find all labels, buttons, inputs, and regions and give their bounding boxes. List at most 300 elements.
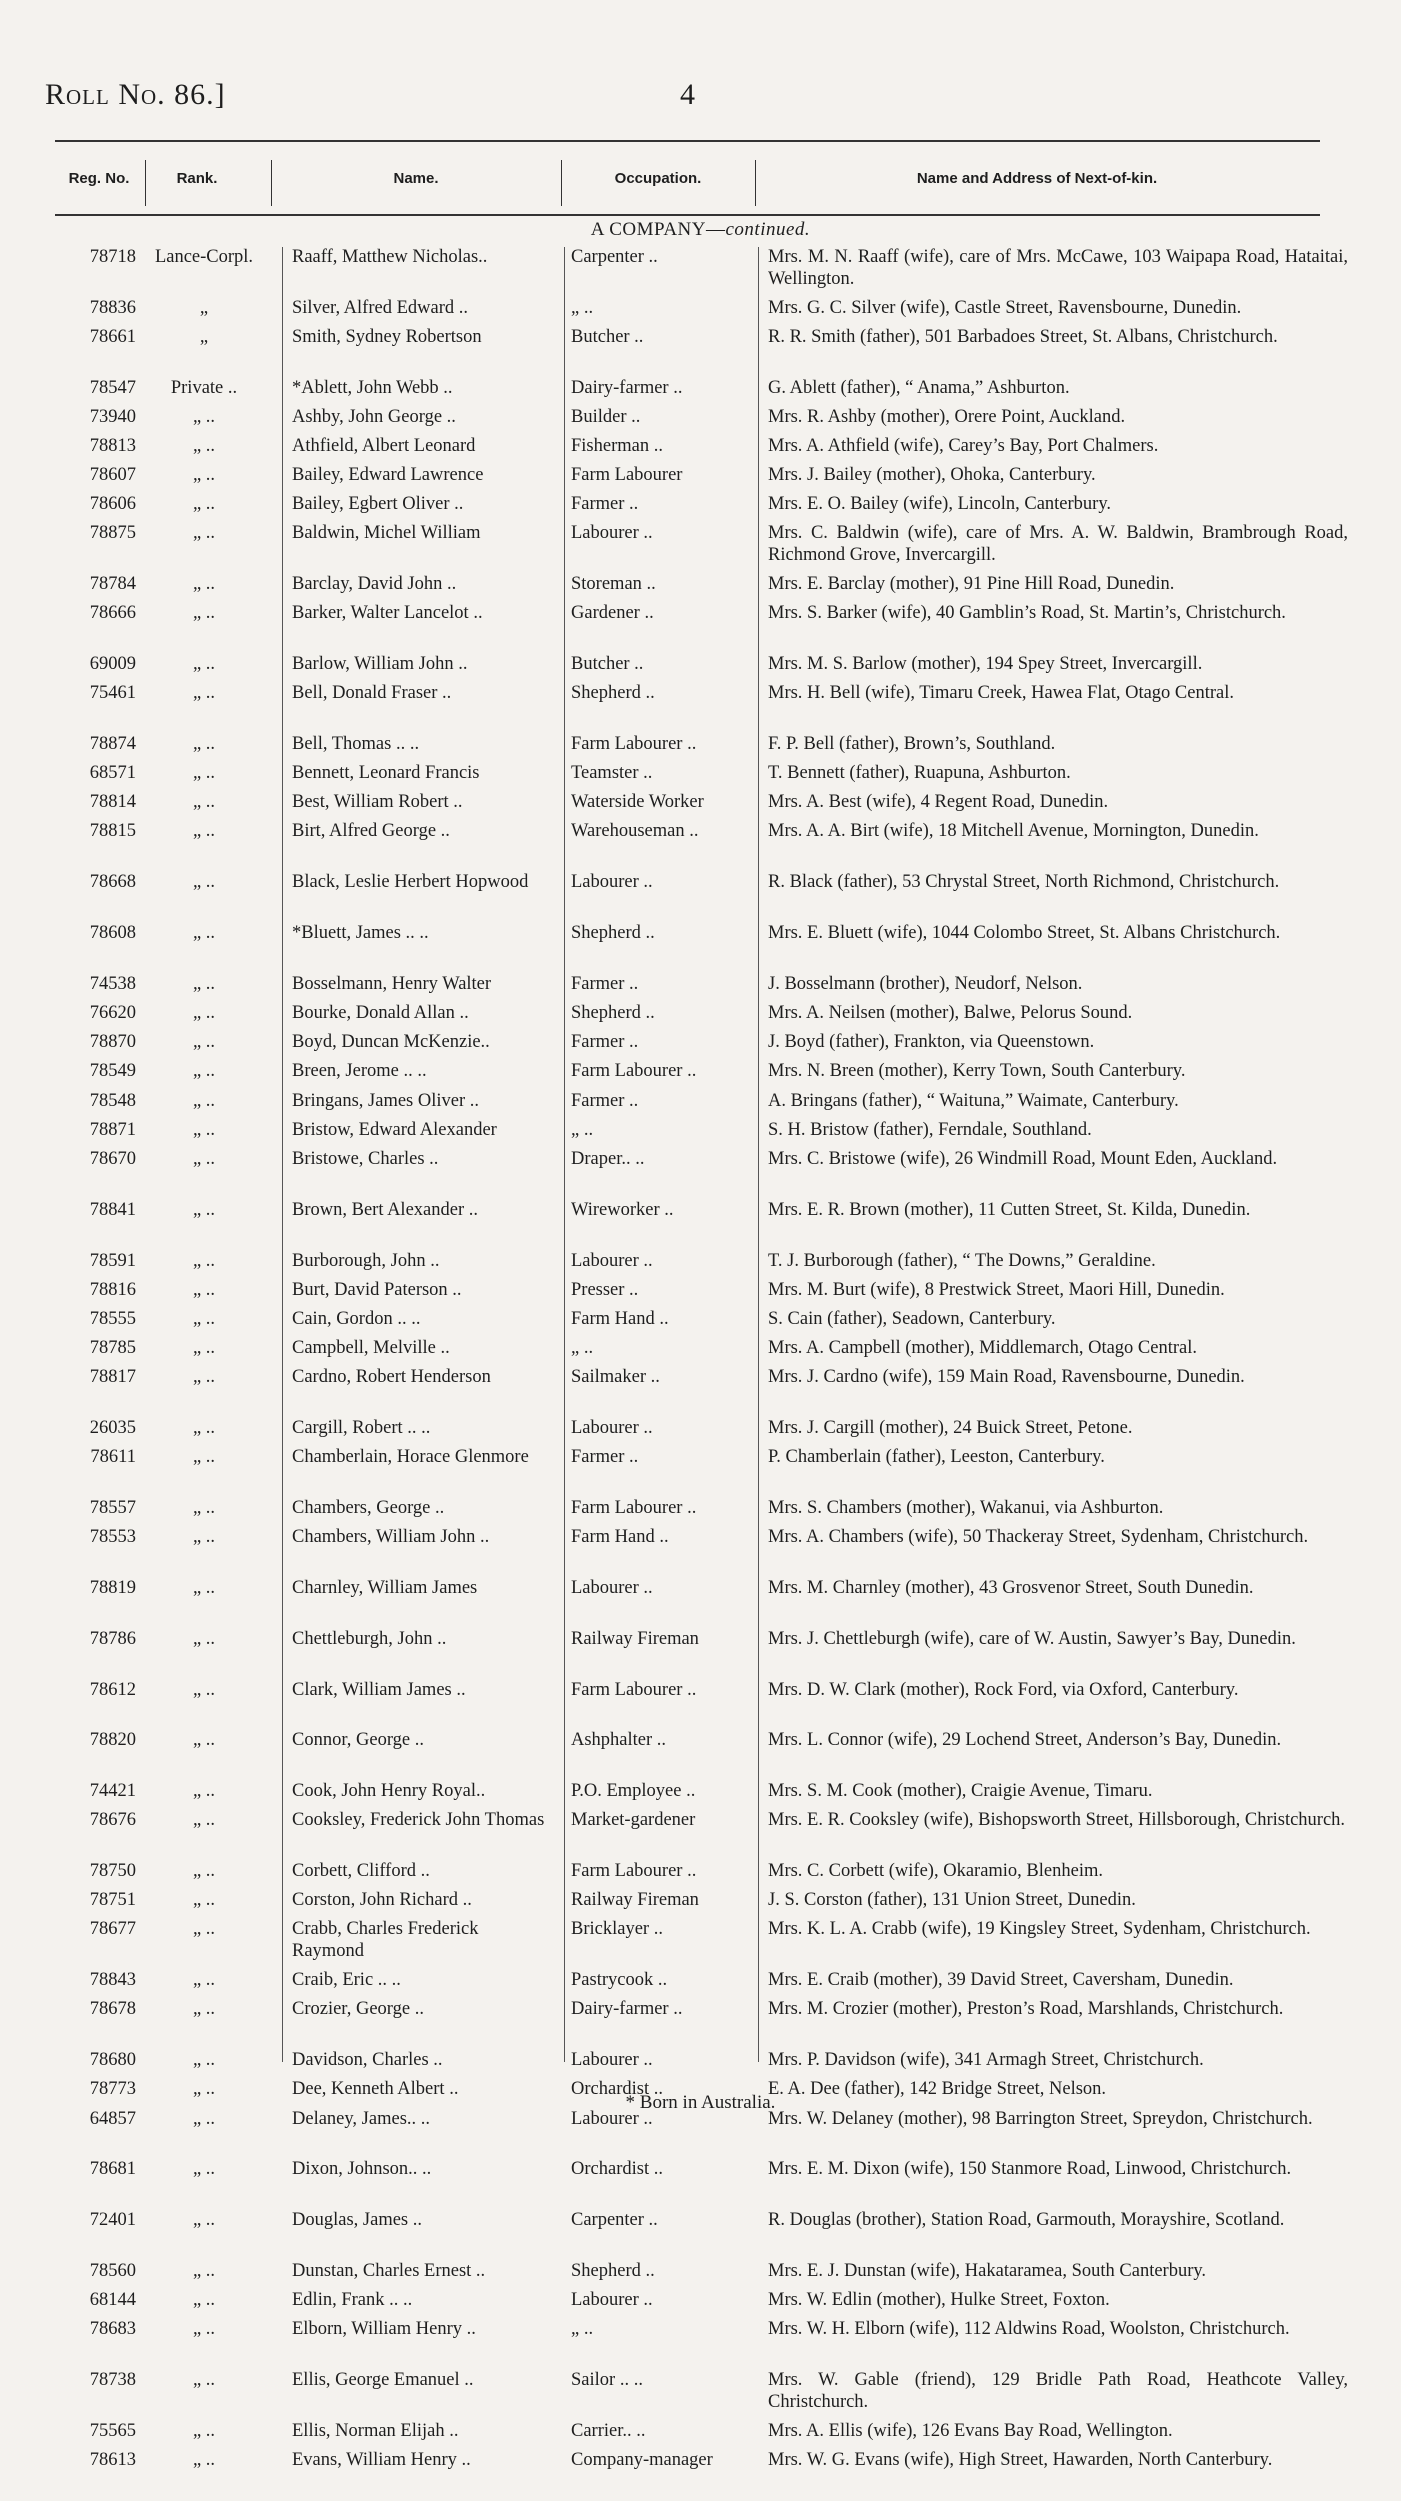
occupation: Ashphalter .. bbox=[571, 1730, 667, 1751]
soldier-name: Ellis, Norman Elijah .. bbox=[292, 2421, 459, 2442]
next-of-kin: Mrs. A. Ellis (wife), 126 Evans Bay Road, Wellington. bbox=[768, 2421, 1173, 2442]
table-row bbox=[0, 1781, 1401, 1810]
reg-number: 78841 bbox=[89, 1199, 136, 1220]
soldier-name: Baldwin, Michel William bbox=[292, 523, 481, 544]
next-of-kin: Mrs. E. Craib (mother), 39 David Street, Caversham, Dunedin. bbox=[768, 1970, 1234, 1991]
soldier-name: Elborn, William Henry .. bbox=[292, 2319, 476, 2340]
footnote: * Born in Australia. bbox=[625, 2092, 776, 2113]
next-of-kin: P. Chamberlain (father), Leeston, Canterbury. bbox=[768, 1446, 1105, 1467]
reg-number: 78676 bbox=[89, 1810, 136, 1831]
rank: „ .. bbox=[192, 1810, 216, 1831]
soldier-name: Davidson, Charles .. bbox=[292, 2050, 443, 2071]
reg-number: 75461 bbox=[89, 683, 136, 704]
rank: „ .. bbox=[192, 974, 216, 995]
table-row bbox=[0, 1418, 1401, 1447]
occupation: Orchardist .. bbox=[571, 2159, 663, 2180]
soldier-name: Barclay, David John .. bbox=[292, 574, 457, 595]
occupation: Carpenter .. bbox=[571, 247, 658, 267]
reg-number: 64857 bbox=[89, 2108, 136, 2129]
rank: „ .. bbox=[192, 2421, 216, 2442]
soldier-name: Ashby, John George .. bbox=[292, 406, 456, 427]
rank: Lance-Corpl. bbox=[154, 247, 254, 267]
rank: „ .. bbox=[192, 2108, 216, 2129]
reg-number: 68571 bbox=[89, 763, 136, 784]
reg-number: 78547 bbox=[89, 377, 136, 398]
soldier-name: Bringans, James Oliver .. bbox=[292, 1090, 480, 1111]
reg-number: 78678 bbox=[89, 1999, 136, 2020]
soldier-name: Ellis, George Emanuel .. bbox=[292, 2370, 474, 2391]
next-of-kin: Mrs. J. Cardno (wife), 159 Main Road, Ravensbourne, Dunedin. bbox=[768, 1366, 1245, 1387]
table-row bbox=[0, 2159, 1401, 2210]
next-of-kin: Mrs. E. Bluett (wife), 1044 Colombo Street, St. Albans Christchurch. bbox=[768, 923, 1281, 944]
reg-number: 78813 bbox=[89, 436, 136, 457]
rank: „ .. bbox=[192, 1526, 216, 1547]
rank: „ .. bbox=[192, 2290, 216, 2311]
reg-number: 78668 bbox=[89, 872, 136, 893]
rank: „ .. bbox=[192, 1417, 216, 1438]
rank: „ .. bbox=[192, 1337, 216, 1358]
occupation: Orchardist .. bbox=[571, 2079, 663, 2100]
reg-number: 75565 bbox=[89, 2421, 136, 2442]
rank: „ .. bbox=[192, 2261, 216, 2282]
rank: „ .. bbox=[192, 1250, 216, 1271]
reg-number: 78555 bbox=[89, 1308, 136, 1329]
rank: Private .. bbox=[170, 377, 238, 398]
soldier-name: Connor, George .. bbox=[292, 1730, 424, 1751]
reg-number: 26035 bbox=[89, 1417, 136, 1438]
rank: „ .. bbox=[192, 1119, 216, 1140]
occupation: Farm Hand .. bbox=[571, 1526, 669, 1547]
reg-number: 78750 bbox=[89, 1861, 136, 1882]
rank: „ .. bbox=[192, 465, 216, 486]
next-of-kin: Mrs. A. Athfield (wife), Carey’s Bay, Port Chalmers. bbox=[768, 436, 1159, 457]
table-row bbox=[0, 1061, 1401, 1090]
next-of-kin: Mrs. S. Chambers (mother), Wakanui, via Ashburton. bbox=[768, 1497, 1164, 1518]
occupation: Pastrycook .. bbox=[571, 1970, 668, 1991]
rank: „ .. bbox=[192, 406, 216, 427]
occupation: Shepherd .. bbox=[571, 2261, 655, 2282]
table-row bbox=[0, 734, 1401, 763]
next-of-kin: Mrs. C. Baldwin (wife), care of Mrs. A. W. Baldwin, Brambrough Road, Richmond Grove, Invercargill. bbox=[768, 523, 1348, 566]
reg-number: 78870 bbox=[89, 1032, 136, 1053]
next-of-kin: E. A. Dee (father), 142 Bridge Street, Nelson. bbox=[768, 2079, 1107, 2100]
reg-number: 78548 bbox=[89, 1090, 136, 1111]
soldier-name: Brown, Bert Alexander .. bbox=[292, 1199, 478, 1220]
occupation: Farm Labourer bbox=[571, 465, 683, 486]
reg-number: 78786 bbox=[89, 1628, 136, 1649]
occupation: „ .. bbox=[571, 297, 594, 318]
soldier-name: Cooksley, Frederick John Thomas bbox=[292, 1810, 545, 1831]
occupation: Farmer .. bbox=[571, 494, 639, 515]
reg-number: 78666 bbox=[89, 603, 136, 624]
occupation: Farm Labourer .. bbox=[571, 1497, 697, 1518]
rank: „ .. bbox=[192, 1199, 216, 1220]
rank: „ .. bbox=[192, 1032, 216, 1053]
rank: „ .. bbox=[192, 1308, 216, 1329]
soldier-name: Edlin, Frank .. .. bbox=[292, 2290, 413, 2311]
soldier-name: Bourke, Donald Allan .. bbox=[292, 1003, 469, 1024]
table-row bbox=[0, 1498, 1401, 1527]
reg-number: 78612 bbox=[89, 1679, 136, 1700]
occupation: Shepherd .. bbox=[571, 923, 655, 944]
next-of-kin: Mrs. J. Chettleburgh (wife), care of W. Austin, Sawyer’s Bay, Dunedin. bbox=[768, 1628, 1296, 1649]
occupation: „ .. bbox=[571, 1337, 594, 1358]
table-row bbox=[0, 1338, 1401, 1367]
occupation: Railway Fireman bbox=[571, 1628, 699, 1649]
soldier-name: Chettleburgh, John .. bbox=[292, 1628, 447, 1649]
reg-number: 78820 bbox=[89, 1730, 136, 1751]
occupation: Farm Labourer .. bbox=[571, 1861, 697, 1882]
occupation: Labourer .. bbox=[571, 2290, 653, 2311]
section-title-main: A COMPANY— bbox=[590, 219, 726, 240]
reg-number: 78670 bbox=[89, 1148, 136, 1169]
soldier-name: Best, William Robert .. bbox=[292, 792, 463, 813]
next-of-kin: Mrs. A. A. Birt (wife), 18 Mitchell Avenue, Mornington, Dunedin. bbox=[768, 821, 1259, 842]
next-of-kin: Mrs. W. Delaney (mother), 98 Barrington Street, Spreydon, Christchurch. bbox=[768, 2108, 1313, 2129]
next-of-kin: Mrs. G. C. Silver (wife), Castle Street, Ravensbourne, Dunedin. bbox=[768, 297, 1242, 318]
soldier-name: Delaney, James.. .. bbox=[292, 2108, 431, 2129]
reg-number: 68144 bbox=[89, 2290, 136, 2311]
table-row bbox=[0, 763, 1401, 792]
table-row bbox=[0, 603, 1401, 654]
reg-number: 78738 bbox=[89, 2370, 136, 2391]
rank: „ .. bbox=[192, 1366, 216, 1387]
reg-number: 78560 bbox=[89, 2261, 136, 2282]
soldier-name: Cook, John Henry Royal.. bbox=[292, 1781, 486, 1802]
next-of-kin: Mrs. R. Ashby (mother), Orere Point, Auckland. bbox=[768, 406, 1126, 427]
reg-number: 78815 bbox=[89, 821, 136, 842]
occupation: Shepherd .. bbox=[571, 1003, 655, 1024]
reg-number: 74538 bbox=[89, 974, 136, 995]
next-of-kin: Mrs. J. Bailey (mother), Ohoka, Canterbury. bbox=[768, 465, 1096, 486]
table-row bbox=[0, 1091, 1401, 1120]
reg-number: 78751 bbox=[89, 1890, 136, 1911]
next-of-kin: A. Bringans (father), “ Waituna,” Waimate, Canterbury. bbox=[768, 1090, 1179, 1111]
next-of-kin: Mrs. E. O. Bailey (wife), Lincoln, Canterbury. bbox=[768, 494, 1112, 515]
reg-number: 78875 bbox=[89, 523, 136, 544]
reg-number: 69009 bbox=[89, 654, 136, 675]
table-row bbox=[0, 2290, 1401, 2319]
occupation: Carrier.. .. bbox=[571, 2421, 646, 2442]
table-row bbox=[0, 1970, 1401, 1999]
rank: „ .. bbox=[192, 2079, 216, 2100]
soldier-name: Silver, Alfred Edward .. bbox=[292, 297, 468, 318]
table-row bbox=[0, 1367, 1401, 1418]
reg-number: 78611 bbox=[90, 1446, 136, 1467]
soldier-name: Craib, Eric .. .. bbox=[292, 1970, 401, 1991]
occupation: „ .. bbox=[571, 2319, 594, 2340]
soldier-name: Boyd, Duncan McKenzie.. bbox=[292, 1032, 490, 1053]
soldier-name: Dunstan, Charles Ernest .. bbox=[292, 2261, 486, 2282]
next-of-kin: Mrs. E. R. Brown (mother), 11 Cutten Street, St. Kilda, Dunedin. bbox=[768, 1199, 1251, 1220]
col-header-occupation: Occupation. bbox=[614, 169, 702, 187]
next-of-kin: R. Douglas (brother), Station Road, Garmouth, Morayshire, Scotland. bbox=[768, 2210, 1285, 2231]
col-header-rank: Rank. bbox=[176, 169, 218, 187]
occupation: Farmer .. bbox=[571, 1090, 639, 1111]
reg-number: 72401 bbox=[89, 2210, 136, 2231]
next-of-kin: Mrs. H. Bell (wife), Timaru Creek, Hawea Flat, Otago Central. bbox=[768, 683, 1235, 704]
table-row bbox=[0, 1200, 1401, 1251]
occupation: Waterside Worker bbox=[571, 792, 704, 813]
occupation: Labourer .. bbox=[571, 1250, 653, 1271]
next-of-kin: S. Cain (father), Seadown, Canterbury. bbox=[768, 1308, 1056, 1329]
next-of-kin: R. Black (father), 53 Chrystal Street, North Richmond, Christchurch. bbox=[768, 872, 1280, 893]
table-row bbox=[0, 2421, 1401, 2450]
occupation: Fisherman .. bbox=[571, 436, 663, 457]
occupation: Wireworker .. bbox=[571, 1199, 674, 1220]
soldier-name: Bristow, Edward Alexander bbox=[292, 1119, 497, 1140]
soldier-name: Athfield, Albert Leonard bbox=[292, 436, 476, 457]
next-of-kin: Mrs. A. Neilsen (mother), Balwe, Pelorus Sound. bbox=[768, 1003, 1133, 1024]
rank: „ .. bbox=[192, 1003, 216, 1024]
occupation: Labourer .. bbox=[571, 523, 653, 544]
rank: „ .. bbox=[192, 436, 216, 457]
occupation: Farm Labourer .. bbox=[571, 1679, 697, 1700]
soldier-name: Cain, Gordon .. .. bbox=[292, 1308, 421, 1329]
reg-number: 78871 bbox=[89, 1119, 136, 1140]
section-title bbox=[0, 219, 1401, 241]
reg-number: 78683 bbox=[89, 2319, 136, 2340]
next-of-kin: Mrs. W. Edlin (mother), Hulke Street, Foxton. bbox=[768, 2290, 1110, 2311]
soldier-name: Bell, Donald Fraser .. bbox=[292, 683, 452, 704]
next-of-kin: Mrs. M. Burt (wife), 8 Prestwick Street, Maori Hill, Dunedin. bbox=[768, 1279, 1225, 1300]
next-of-kin: J. Boyd (father), Frankton, via Queenstown. bbox=[768, 1032, 1095, 1053]
table-row bbox=[0, 1309, 1401, 1338]
next-of-kin: Mrs. A. Chambers (wife), 50 Thackeray Street, Sydenham, Christchurch. bbox=[768, 1526, 1309, 1547]
table-row bbox=[0, 2450, 1401, 2501]
reg-number: 78817 bbox=[89, 1366, 136, 1387]
table-row bbox=[0, 1447, 1401, 1498]
soldier-name: Bennett, Leonard Francis bbox=[292, 763, 480, 784]
next-of-kin: Mrs. E. R. Cooksley (wife), Bishopsworth Street, Hillsborough, Christchurch. bbox=[768, 1810, 1346, 1831]
soldier-name: Campbell, Melville .. bbox=[292, 1337, 450, 1358]
page-number: 4 bbox=[680, 78, 695, 111]
occupation: Sailmaker .. bbox=[571, 1366, 660, 1387]
occupation: „ .. bbox=[571, 1119, 594, 1140]
next-of-kin: Mrs. S. Barker (wife), 40 Gamblin’s Road, St. Martin’s, Christchurch. bbox=[768, 603, 1286, 624]
table-row bbox=[0, 923, 1401, 974]
occupation: Labourer .. bbox=[571, 1417, 653, 1438]
reg-number: 78553 bbox=[89, 1526, 136, 1547]
next-of-kin: Mrs. L. Connor (wife), 29 Lochend Street, Anderson’s Bay, Dunedin. bbox=[768, 1730, 1282, 1751]
soldier-name: Bailey, Egbert Oliver .. bbox=[292, 494, 464, 515]
soldier-name: Dee, Kenneth Albert .. bbox=[292, 2079, 459, 2100]
table-row bbox=[0, 792, 1401, 821]
table-row bbox=[0, 2319, 1401, 2370]
rank: „ .. bbox=[192, 1061, 216, 1082]
table-row bbox=[0, 1810, 1401, 1861]
reg-number: 78816 bbox=[89, 1279, 136, 1300]
table-row bbox=[0, 465, 1401, 494]
soldier-name: Crozier, George .. bbox=[292, 1999, 424, 2020]
reg-number: 78613 bbox=[89, 2450, 136, 2471]
rank: „ .. bbox=[192, 2210, 216, 2231]
table-header bbox=[55, 140, 1320, 216]
soldier-name: Raaff, Matthew Nicholas.. bbox=[292, 247, 488, 267]
soldier-name: Evans, William Henry .. bbox=[292, 2450, 471, 2471]
table-row bbox=[0, 407, 1401, 436]
table-row bbox=[0, 1999, 1401, 2050]
rank: „ .. bbox=[192, 872, 216, 893]
col-header-next-of-kin: Name and Address of Next-of-kin. bbox=[916, 169, 1158, 187]
occupation: Railway Fireman bbox=[571, 1890, 699, 1911]
soldier-name: Clark, William James .. bbox=[292, 1679, 466, 1700]
reg-number: 78718 bbox=[89, 247, 136, 267]
next-of-kin: Mrs. M. Crozier (mother), Preston’s Road, Marshlands, Christchurch. bbox=[768, 1999, 1284, 2020]
occupation: Labourer .. bbox=[571, 2108, 653, 2129]
next-of-kin: T. Bennett (father), Ruapuna, Ashburton. bbox=[768, 763, 1071, 784]
rank: „ .. bbox=[192, 2050, 216, 2071]
table-row bbox=[0, 1120, 1401, 1149]
occupation: Farm Labourer .. bbox=[571, 734, 697, 755]
occupation: Gardener .. bbox=[571, 603, 654, 624]
rank: „ .. bbox=[192, 763, 216, 784]
rank: „ .. bbox=[192, 821, 216, 842]
occupation: Warehouseman .. bbox=[571, 821, 699, 842]
table-row bbox=[0, 1680, 1401, 1731]
rank: „ .. bbox=[192, 1970, 216, 1991]
rank: „ .. bbox=[192, 683, 216, 704]
next-of-kin: J. S. Corston (father), 131 Union Street, Dunedin. bbox=[768, 1890, 1136, 1911]
next-of-kin: Mrs. M. S. Barlow (mother), 194 Spey Street, Invercargill. bbox=[768, 654, 1203, 675]
table-row bbox=[0, 2261, 1401, 2290]
roll-title: Roll No. 86.] bbox=[45, 78, 226, 111]
next-of-kin: Mrs. W. G. Evans (wife), High Street, Hawarden, North Canterbury. bbox=[768, 2450, 1273, 2471]
soldier-name: Smith, Sydney Robertson bbox=[292, 326, 482, 347]
reg-number: 78819 bbox=[89, 1577, 136, 1598]
table-row bbox=[0, 2370, 1401, 2421]
reg-number: 78843 bbox=[89, 1970, 136, 1991]
rank: „ .. bbox=[192, 1279, 216, 1300]
rank: „ .. bbox=[192, 1679, 216, 1700]
rank: „ .. bbox=[192, 494, 216, 515]
rank: „ .. bbox=[192, 1628, 216, 1649]
occupation: Butcher .. bbox=[571, 326, 644, 347]
rank: „ bbox=[199, 297, 209, 318]
next-of-kin: S. H. Bristow (father), Ferndale, Southland. bbox=[768, 1119, 1092, 1140]
next-of-kin: G. Ablett (father), “ Anama,” Ashburton. bbox=[768, 377, 1070, 398]
table-row bbox=[0, 2109, 1401, 2160]
reg-number: 78784 bbox=[89, 574, 136, 595]
reg-number: 78591 bbox=[89, 1250, 136, 1271]
reg-number: 78773 bbox=[89, 2079, 136, 2100]
reg-number: 78607 bbox=[89, 465, 136, 486]
next-of-kin: Mrs. C. Corbett (wife), Okaramio, Blenheim. bbox=[768, 1861, 1103, 1882]
soldier-name: Crabb, Charles Frederick Raymond bbox=[292, 1919, 479, 1962]
soldier-name: Dixon, Johnson.. .. bbox=[292, 2159, 432, 2180]
soldier-name: Cardno, Robert Henderson bbox=[292, 1366, 491, 1387]
occupation: Farmer .. bbox=[571, 1446, 639, 1467]
rank: „ .. bbox=[192, 792, 216, 813]
table-row bbox=[0, 574, 1401, 603]
rank: „ .. bbox=[192, 1446, 216, 1467]
soldier-name: Chambers, George .. bbox=[292, 1497, 445, 1518]
rank: „ bbox=[199, 326, 209, 347]
reg-number: 78836 bbox=[89, 297, 136, 318]
table-row bbox=[0, 1149, 1401, 1200]
rank: „ .. bbox=[192, 2450, 216, 2471]
roll-table-body bbox=[0, 247, 1401, 2501]
next-of-kin: Mrs. E. J. Dunstan (wife), Hakataramea, South Canterbury. bbox=[768, 2261, 1207, 2282]
next-of-kin: Mrs. J. Cargill (mother), 24 Buick Street, Petone. bbox=[768, 1417, 1133, 1438]
table-row bbox=[0, 1730, 1401, 1781]
rank: „ .. bbox=[192, 1919, 216, 1940]
soldier-name: Bell, Thomas .. .. bbox=[292, 734, 420, 755]
soldier-name: Chamberlain, Horace Glenmore bbox=[292, 1446, 529, 1467]
soldier-name: *Ablett, John Webb .. bbox=[292, 377, 453, 398]
table-row bbox=[0, 683, 1401, 734]
occupation: Bricklayer .. bbox=[571, 1919, 663, 1940]
reg-number: 78606 bbox=[89, 494, 136, 515]
reg-number: 78680 bbox=[89, 2050, 136, 2071]
reg-number: 78661 bbox=[89, 326, 136, 347]
table-row bbox=[0, 247, 1401, 298]
occupation: Farmer .. bbox=[571, 1032, 639, 1053]
next-of-kin: Mrs. W. H. Elborn (wife), 112 Aldwins Road, Woolston, Christchurch. bbox=[768, 2319, 1290, 2340]
rank: „ .. bbox=[192, 1577, 216, 1598]
rank: „ .. bbox=[192, 2319, 216, 2340]
next-of-kin: Mrs. E. M. Dixon (wife), 150 Stanmore Road, Linwood, Christchurch. bbox=[768, 2159, 1292, 2180]
occupation: Farmer .. bbox=[571, 974, 639, 995]
occupation: Shepherd .. bbox=[571, 683, 655, 704]
rank: „ .. bbox=[192, 2370, 216, 2391]
occupation: Labourer .. bbox=[571, 2050, 653, 2071]
rank: „ .. bbox=[192, 1781, 216, 1802]
reg-number: 78549 bbox=[89, 1061, 136, 1082]
soldier-name: Burborough, John .. bbox=[292, 1250, 440, 1271]
table-row bbox=[0, 1251, 1401, 1280]
soldier-name: Bosselmann, Henry Walter bbox=[292, 974, 492, 995]
rank: „ .. bbox=[192, 734, 216, 755]
next-of-kin: Mrs. P. Davidson (wife), 341 Armagh Street, Christchurch. bbox=[768, 2050, 1204, 2071]
next-of-kin: Mrs. A. Best (wife), 4 Regent Road, Dunedin. bbox=[768, 792, 1109, 813]
occupation: Market-gardener bbox=[571, 1810, 696, 1831]
next-of-kin: Mrs. M. N. Raaff (wife), care of Mrs. McCawe, 103 Waipapa Road, Hataitai, Wellington. bbox=[768, 247, 1348, 289]
table-row bbox=[0, 974, 1401, 1003]
occupation: P.O. Employee .. bbox=[571, 1781, 696, 1802]
next-of-kin: Mrs. W. Gable (friend), 129 Bridle Path Road, Heathcote Valley, Christchurch. bbox=[768, 2370, 1348, 2413]
occupation: Sailor .. .. bbox=[571, 2370, 643, 2391]
soldier-name: Barlow, William John .. bbox=[292, 654, 468, 675]
table-row bbox=[0, 2210, 1401, 2261]
reg-number: 73940 bbox=[89, 406, 136, 427]
reg-number: 78874 bbox=[89, 734, 136, 755]
rank: „ .. bbox=[192, 523, 216, 544]
table-row bbox=[0, 378, 1401, 407]
next-of-kin: Mrs. E. Barclay (mother), 91 Pine Hill Road, Dunedin. bbox=[768, 574, 1175, 595]
table-row bbox=[0, 298, 1401, 327]
reg-number: 78814 bbox=[89, 792, 136, 813]
soldier-name: Cargill, Robert .. .. bbox=[292, 1417, 431, 1438]
table-row bbox=[0, 1919, 1401, 1970]
soldier-name: Corbett, Clifford .. bbox=[292, 1861, 430, 1882]
rank: „ .. bbox=[192, 1497, 216, 1518]
occupation: Butcher .. bbox=[571, 654, 644, 675]
reg-number: 74421 bbox=[89, 1781, 136, 1802]
table-row bbox=[0, 1890, 1401, 1919]
occupation: Presser .. bbox=[571, 1279, 639, 1300]
rank: „ .. bbox=[192, 2159, 216, 2180]
next-of-kin: Mrs. K. L. A. Crabb (wife), 19 Kingsley Street, Sydenham, Christchurch. bbox=[768, 1919, 1311, 1940]
next-of-kin: Mrs. D. W. Clark (mother), Rock Ford, via Oxford, Canterbury. bbox=[768, 1679, 1239, 1700]
soldier-name: Black, Leslie Herbert Hopwood bbox=[292, 872, 529, 893]
section-title-continued: continued. bbox=[725, 219, 811, 240]
reg-number: 78608 bbox=[89, 923, 136, 944]
table-row bbox=[0, 654, 1401, 683]
col-header-reg-no: Reg. No. bbox=[68, 169, 130, 187]
next-of-kin: J. Bosselmann (brother), Neudorf, Nelson. bbox=[768, 974, 1083, 995]
soldier-name: Burt, David Paterson .. bbox=[292, 1279, 462, 1300]
